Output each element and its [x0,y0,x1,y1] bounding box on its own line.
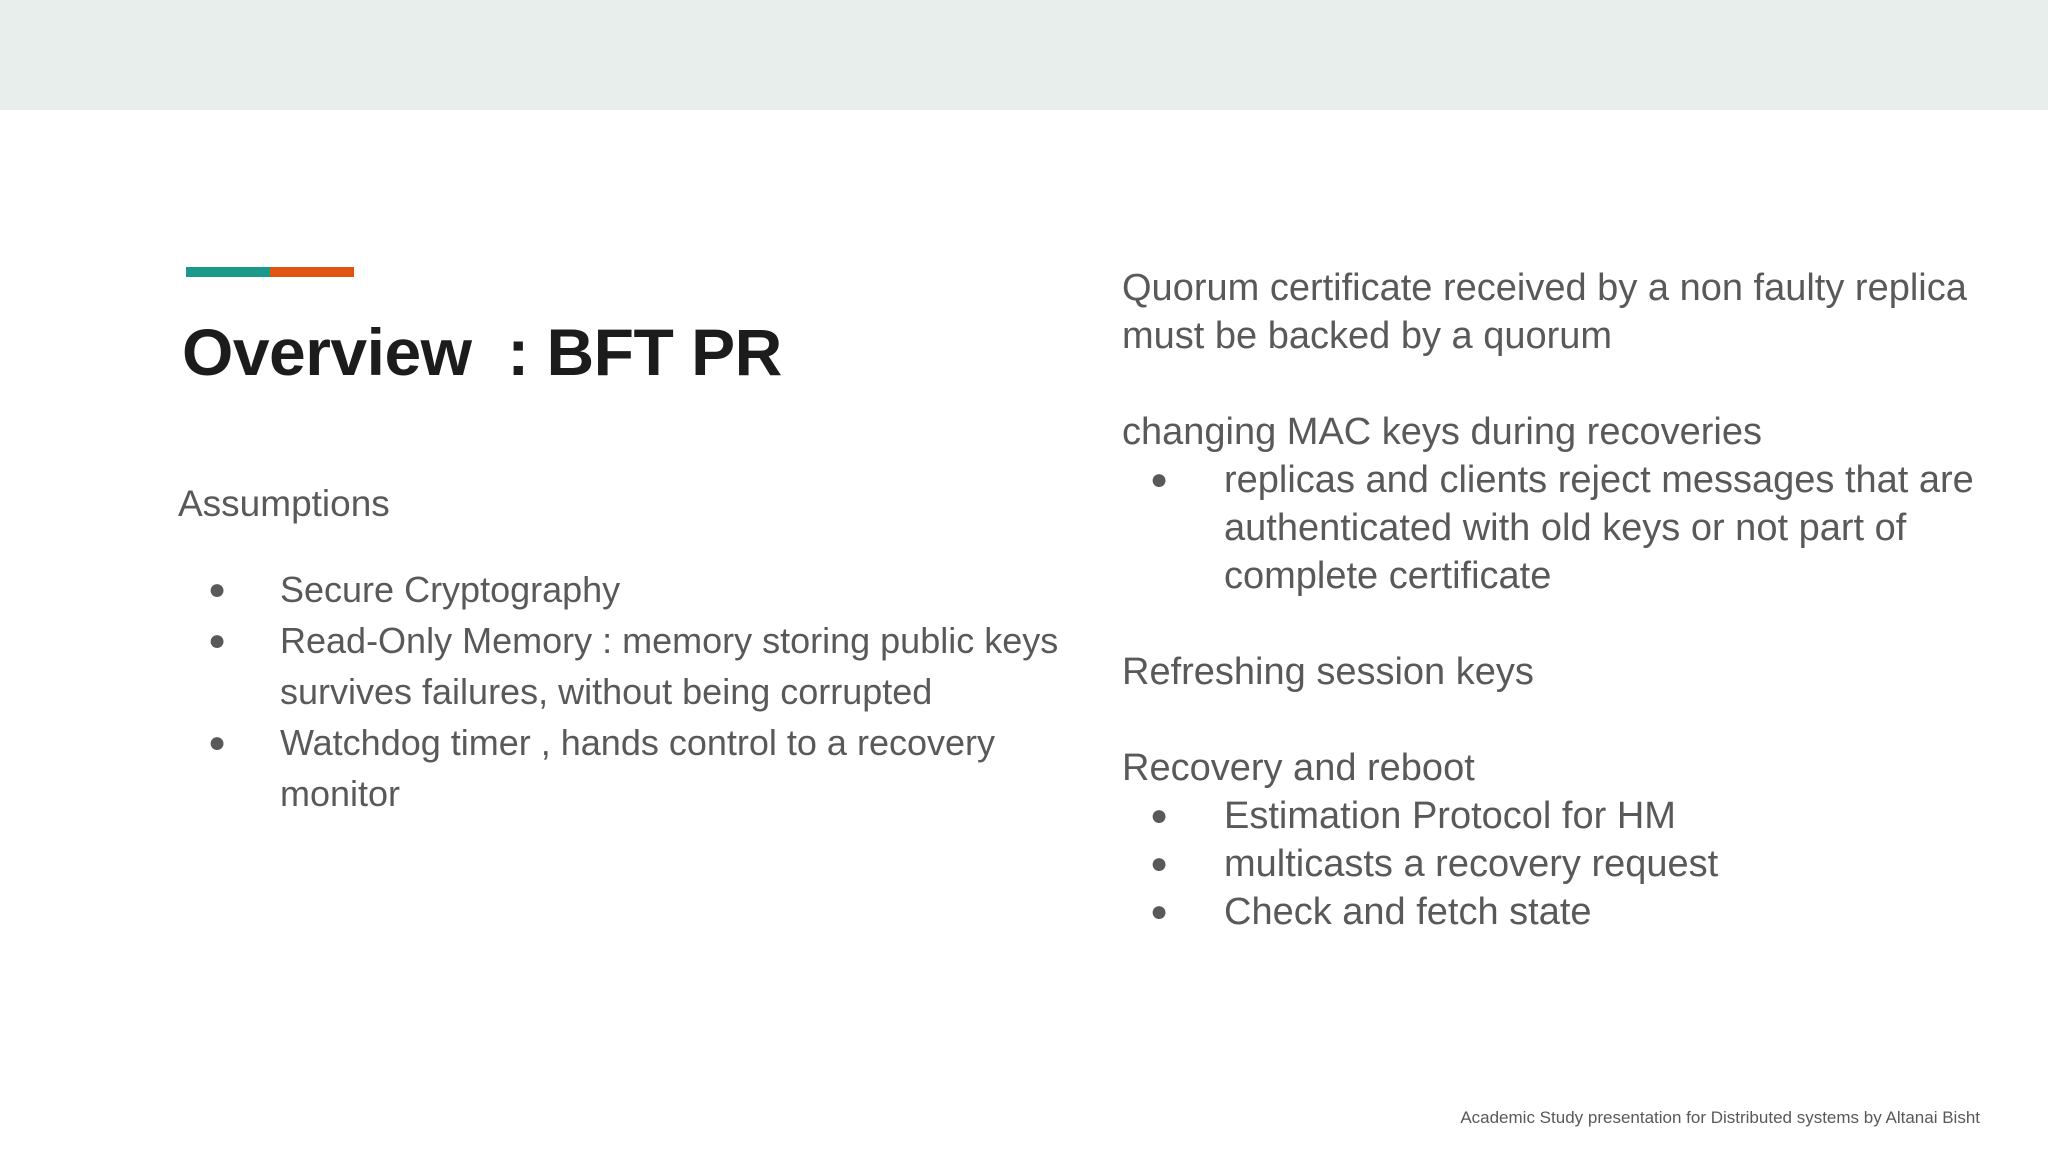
session-heading: Refreshing session keys [1122,651,1534,693]
bullet-icon: ● [208,624,227,657]
accent-bar-orange [270,267,354,277]
assumptions-heading: Assumptions [178,483,390,524]
slide-title: Overview : BFT PR [182,315,782,389]
accent-bar-teal [186,267,270,277]
assumptions-section [178,480,1078,819]
list-item: ● replicas and clients reject messages that are authenticated with old keys or not part of complete certificate [1122,456,2022,600]
mac-list [1122,456,2022,600]
bullet-icon: ● [1150,799,1169,832]
list-item: ● Check and fetch state [1122,888,2022,936]
details-section [1122,264,2022,936]
assumptions-list [178,564,1078,819]
list-item: ● Estimation Protocol for HM [1122,792,2022,840]
footer-credit: Academic Study presentation for Distributed systems by Altanai Bisht [1460,1108,1980,1127]
quorum-text: Quorum certificate received by a non faulty replica must be backed by a quorum [1122,267,1967,357]
list-item: ● multicasts a recovery request [1122,840,2022,888]
bullet-icon: ● [1150,895,1169,928]
bullet-icon: ● [208,573,227,606]
list-item: ● Secure Cryptography [178,564,1078,615]
list-item: ● Watchdog timer , hands control to a recovery monitor [178,717,1078,819]
header-band [0,0,2048,110]
recovery-heading: Recovery and reboot [1122,747,1475,789]
bullet-icon: ● [1150,847,1169,880]
bullet-icon: ● [208,726,227,759]
list-item: ● Read-Only Memory : memory storing public keys survives failures, without being corrupted [178,615,1078,717]
mac-heading: changing MAC keys during recoveries [1122,411,1762,453]
recovery-list [1122,792,2022,936]
bullet-icon: ● [1150,463,1169,496]
